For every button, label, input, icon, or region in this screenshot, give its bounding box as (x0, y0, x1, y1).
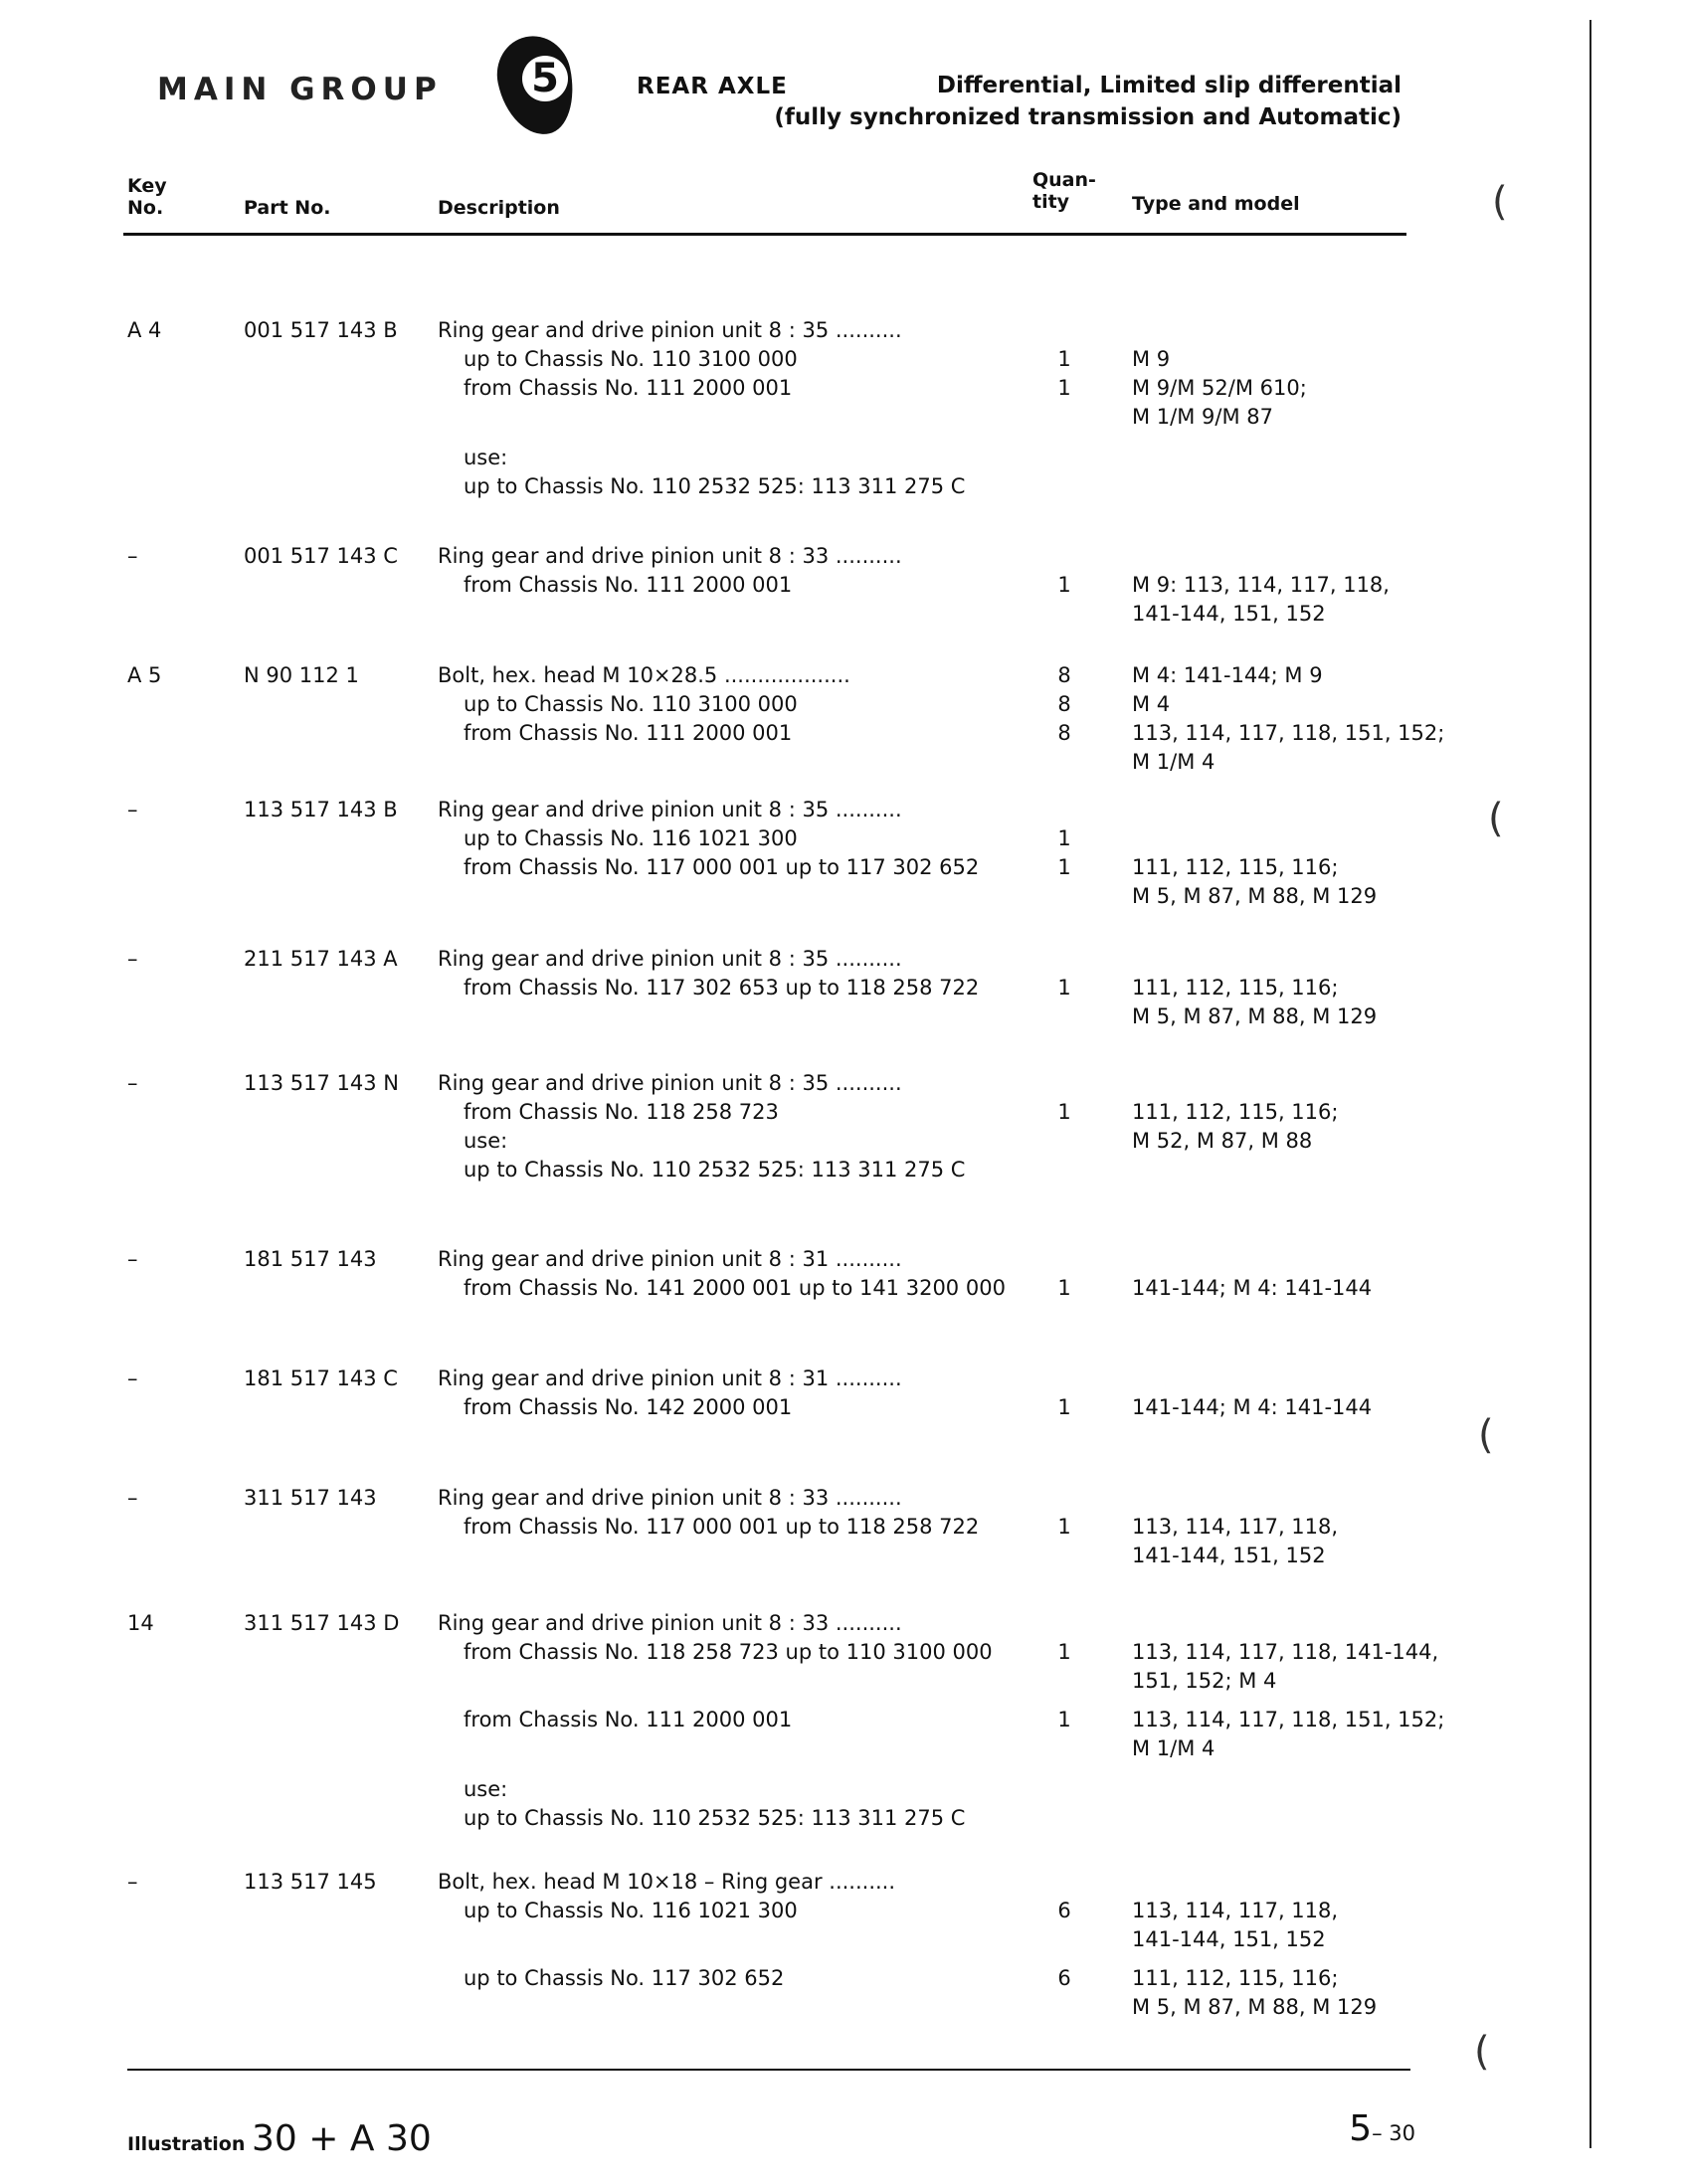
key-number: – (127, 1247, 138, 1271)
type-model: 111, 112, 115, 116; (1132, 976, 1339, 1000)
quantity: 6 (1057, 1966, 1071, 1990)
quantity: 1 (1057, 376, 1071, 400)
column-header-key: Key No. (127, 175, 167, 219)
description-title: Bolt, hex. head M 10×18 – Ring gear .......... (438, 1870, 896, 1894)
type-model: 113, 114, 117, 118, 151, 152; (1132, 1708, 1445, 1731)
key-number: – (127, 1870, 138, 1894)
quantity: 1 (1057, 347, 1071, 371)
description-line: from Chassis No. 117 000 001 up to 118 258 722 (464, 1515, 980, 1539)
part-number: 181 517 143 (244, 1247, 377, 1271)
punch-hole-mark: ( (1492, 179, 1508, 225)
type-model: M 52, M 87, M 88 (1132, 1129, 1313, 1153)
quantity: 1 (1057, 826, 1071, 850)
part-number: 211 517 143 A (244, 947, 398, 971)
type-model: M 5, M 87, M 88, M 129 (1132, 884, 1378, 908)
key-number: A 5 (127, 663, 162, 687)
section-title: REAR AXLE (637, 74, 788, 99)
description-title: Bolt, hex. head M 10×28.5 ................... (438, 663, 850, 687)
description-line: from Chassis No. 111 2000 001 (464, 721, 793, 745)
illustration-number: 30 + A 30 (252, 2118, 432, 2159)
illustration-ref (127, 2118, 432, 2159)
type-model: M 1/M 4 (1132, 1736, 1215, 1760)
key-number: – (127, 1071, 138, 1095)
part-number: 001 517 143 B (244, 318, 398, 342)
type-model: M 1/M 9/M 87 (1132, 405, 1273, 429)
quantity: 1 (1057, 1276, 1071, 1300)
quantity: 1 (1057, 1708, 1071, 1731)
column-header-part: Part No. (244, 197, 331, 219)
type-model: M 5, M 87, M 88, M 129 (1132, 1004, 1378, 1028)
description-line: from Chassis No. 141 2000 001 up to 141 3200 000 (464, 1276, 1006, 1300)
key-number: – (127, 798, 138, 821)
part-number: 113 517 145 (244, 1870, 377, 1894)
key-number: A 4 (127, 318, 162, 342)
type-model: M 5, M 87, M 88, M 129 (1132, 1995, 1378, 2019)
key-number: – (127, 544, 138, 568)
page-heading (774, 70, 1402, 133)
description-line: use: (464, 1777, 508, 1801)
type-model: 111, 112, 115, 116; (1132, 855, 1339, 879)
type-model: M 4 (1132, 692, 1171, 716)
page-minor: – 30 (1372, 2121, 1415, 2145)
quantity: 8 (1057, 663, 1071, 687)
key-number: – (127, 1366, 138, 1390)
part-number: N 90 112 1 (244, 663, 359, 687)
quantity: 1 (1057, 1395, 1071, 1419)
description-title: Ring gear and drive pinion unit 8 : 31 .......... (438, 1247, 902, 1271)
type-model: M 9: 113, 114, 117, 118, (1132, 573, 1390, 597)
type-model: 113, 114, 117, 118, 141-144, (1132, 1640, 1439, 1664)
type-model: 113, 114, 117, 118, (1132, 1899, 1339, 1922)
description-line: from Chassis No. 111 2000 001 (464, 376, 793, 400)
description-line: from Chassis No. 117 000 001 up to 117 302 652 (464, 855, 980, 879)
description-line: from Chassis No. 117 302 653 up to 118 258 722 (464, 976, 980, 1000)
description-line: use: (464, 446, 508, 469)
punch-hole-mark: ( (1474, 2029, 1490, 2075)
type-model: 141-144, 151, 152 (1132, 602, 1326, 626)
type-model: M 9 (1132, 347, 1171, 371)
key-number: 14 (127, 1611, 154, 1635)
binding-line (1589, 20, 1591, 2148)
quantity: 1 (1057, 855, 1071, 879)
description-line: from Chassis No. 111 2000 001 (464, 1708, 793, 1731)
description-title: Ring gear and drive pinion unit 8 : 33 .......... (438, 544, 902, 568)
part-number: 311 517 143 (244, 1486, 377, 1510)
description-line: up to Chassis No. 116 1021 300 (464, 826, 798, 850)
description-line: from Chassis No. 118 258 723 (464, 1100, 779, 1124)
column-header-description: Description (438, 197, 560, 219)
heading-line-2: (fully synchronized transmission and Automatic) (774, 104, 1402, 130)
type-model: 113, 114, 117, 118, 151, 152; (1132, 721, 1445, 745)
description-title: Ring gear and drive pinion unit 8 : 33 .......... (438, 1486, 902, 1510)
quantity: 1 (1057, 1100, 1071, 1124)
key-number: – (127, 1486, 138, 1510)
description-line: up to Chassis No. 110 2532 525: 113 311 275 C (464, 1158, 966, 1182)
type-model: 141-144, 151, 152 (1132, 1927, 1326, 1951)
type-model: 141-144; M 4: 141-144 (1132, 1276, 1373, 1300)
part-number: 001 517 143 C (244, 544, 398, 568)
description-title: Ring gear and drive pinion unit 8 : 35 .......... (438, 798, 902, 821)
quantity: 1 (1057, 573, 1071, 597)
part-number: 113 517 143 N (244, 1071, 399, 1095)
type-model: M 1/M 4 (1132, 750, 1215, 774)
illustration-label: Illustration (127, 2133, 246, 2155)
description-line: up to Chassis No. 117 302 652 (464, 1966, 785, 1990)
description-line: up to Chassis No. 110 2532 525: 113 311 275 C (464, 474, 966, 498)
key-number: – (127, 947, 138, 971)
description-line: up to Chassis No. 110 3100 000 (464, 692, 798, 716)
description-title: Ring gear and drive pinion unit 8 : 33 .......... (438, 1611, 902, 1635)
description-line: from Chassis No. 142 2000 001 (464, 1395, 793, 1419)
quantity: 1 (1057, 1515, 1071, 1539)
heading-line-1: Differential, Limited slip differential (936, 73, 1402, 98)
part-number: 311 517 143 D (244, 1611, 400, 1635)
type-model: 141-144, 151, 152 (1132, 1544, 1326, 1567)
description-line: up to Chassis No. 110 3100 000 (464, 347, 798, 371)
part-number: 113 517 143 B (244, 798, 398, 821)
description-title: Ring gear and drive pinion unit 8 : 31 .......... (438, 1366, 902, 1390)
type-model: 111, 112, 115, 116; (1132, 1966, 1339, 1990)
part-number: 181 517 143 C (244, 1366, 398, 1390)
description-line: from Chassis No. 111 2000 001 (464, 573, 793, 597)
description-line: up to Chassis No. 116 1021 300 (464, 1899, 798, 1922)
quantity: 6 (1057, 1899, 1071, 1922)
description-line: from Chassis No. 118 258 723 up to 110 3100 000 (464, 1640, 993, 1664)
type-model: 141-144; M 4: 141-144 (1132, 1395, 1373, 1419)
description-title: Ring gear and drive pinion unit 8 : 35 .......... (438, 1071, 902, 1095)
page-major: 5 (1349, 2108, 1373, 2149)
column-header-quantity: Quan- tity (1032, 169, 1096, 213)
description-title: Ring gear and drive pinion unit 8 : 35 .......... (438, 947, 902, 971)
quantity: 1 (1057, 1640, 1071, 1664)
punch-hole-mark: ( (1488, 796, 1504, 841)
page-number (1349, 2108, 1415, 2149)
type-model: 113, 114, 117, 118, (1132, 1515, 1339, 1539)
quantity: 8 (1057, 692, 1071, 716)
punch-hole-mark: ( (1478, 1412, 1494, 1458)
header-rule (123, 233, 1406, 236)
description-title: Ring gear and drive pinion unit 8 : 35 .......... (438, 318, 902, 342)
type-model: M 4: 141-144; M 9 (1132, 663, 1323, 687)
quantity: 8 (1057, 721, 1071, 745)
type-model: 111, 112, 115, 116; (1132, 1100, 1339, 1124)
main-group-label: MAIN GROUP (157, 72, 443, 107)
footer-rule (127, 2069, 1410, 2071)
type-model: 151, 152; M 4 (1132, 1669, 1277, 1693)
description-line: up to Chassis No. 110 2532 525: 113 311 275 C (464, 1806, 966, 1830)
column-header-type: Type and model (1132, 193, 1300, 215)
group-number: 5 (522, 56, 568, 101)
description-line: use: (464, 1129, 508, 1153)
quantity: 1 (1057, 976, 1071, 1000)
type-model: M 9/M 52/M 610; (1132, 376, 1307, 400)
